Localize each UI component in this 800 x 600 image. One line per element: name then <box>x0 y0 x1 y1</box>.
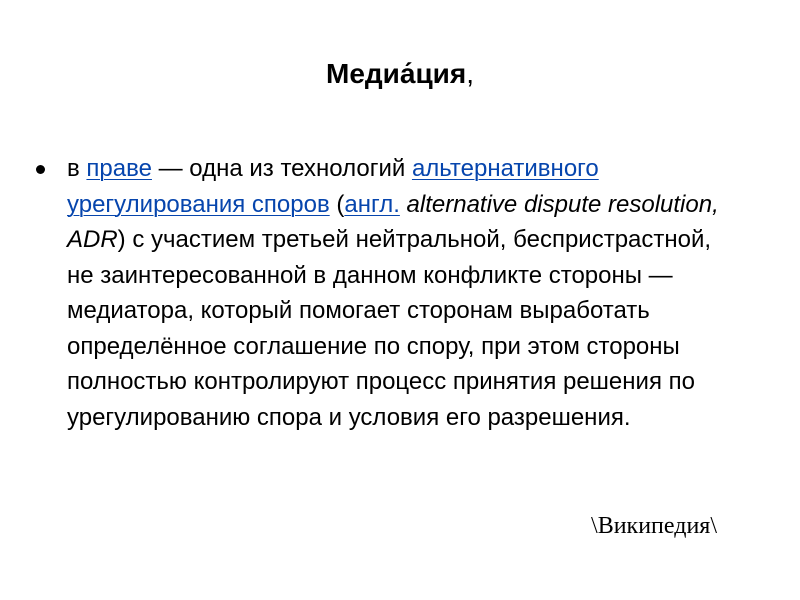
definition-item <box>32 151 722 435</box>
definition-text-1: в <box>67 155 87 182</box>
definition-text-2: — одна из технологий <box>151 155 412 182</box>
bullet-icon <box>36 165 45 174</box>
slide-title <box>0 54 800 94</box>
source-attribution: \Википедия\ <box>591 513 717 539</box>
link-english-language[interactable]: англ. <box>344 190 400 218</box>
definition-text-4 <box>400 191 407 218</box>
title-term: Медиа́ция <box>326 58 467 89</box>
link-law[interactable]: праве <box>86 155 152 182</box>
title-comma: , <box>466 58 474 89</box>
link-alternative-dispute-resolution[interactable]: альтернативного урегулирования споров <box>67 155 599 218</box>
english-term: alternative dispute resolution, ADR <box>67 190 719 253</box>
definition-list <box>32 151 722 435</box>
definition-text-5: ) с участием третьей нейтральной, беспристрастной, не заинтересованной в данном конфликте стороны — медиатора, который помогает сторонам выработать определённое соглашение по спору, при этом стороны полностью контролируют процесс принятия решения по урегулированию спора и условия его разрешения. <box>67 226 712 431</box>
definition-text-3: ( <box>329 190 345 218</box>
